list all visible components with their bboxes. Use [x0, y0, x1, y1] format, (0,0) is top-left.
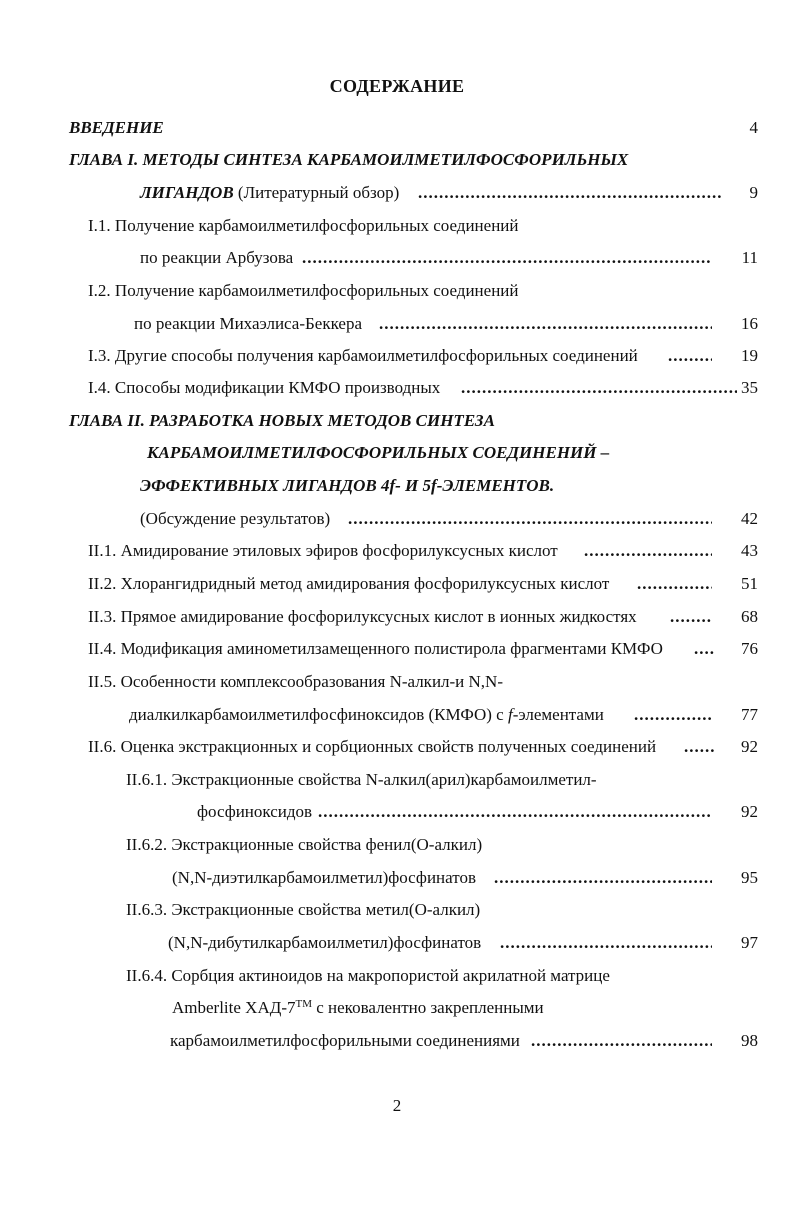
toc-leader-dots: [634, 703, 712, 727]
toc-entry-1-3[interactable]: [0, 344, 794, 368]
toc-page-number: 9: [749, 183, 758, 202]
toc-label: ВВЕДЕНИЕ: [69, 118, 164, 137]
toc-leader-dots: [318, 800, 712, 824]
toc-page-number: 11: [741, 248, 758, 267]
toc-label: II.6. Оценка экстракционных и сорбционных свойств полученных соединений: [88, 737, 657, 756]
toc-label: ГЛАВА I. МЕТОДЫ СИНТЕЗА КАРБАМОИЛМЕТИЛФОСФОРИЛЬНЫХ: [69, 150, 629, 169]
toc-leader-dots: [670, 605, 712, 629]
toc-entry-chapter-2[interactable]: [0, 409, 794, 433]
toc-entry-2-4[interactable]: [0, 637, 794, 661]
toc-page-number: 76: [741, 639, 758, 658]
toc-entry-chapter-2-cont[interactable]: [0, 507, 794, 531]
toc-entry-2-6-3-cont[interactable]: [0, 931, 794, 955]
toc-label: II.4. Модификация аминометилзамещенного полистирола фрагментами КМФО: [88, 639, 663, 658]
toc-entry-2-5[interactable]: [0, 670, 794, 694]
toc-entry-2-1[interactable]: [0, 539, 794, 563]
toc-page-number: 97: [741, 933, 758, 952]
toc-label: [140, 181, 399, 205]
toc-label: по реакции Арбузова: [140, 248, 294, 267]
toc-entry-2-6-2[interactable]: [0, 833, 794, 857]
toc-entry-1-1[interactable]: [0, 214, 794, 238]
toc-page-number: 92: [741, 802, 758, 821]
toc-label-end: с нековалентно закрепленными: [311, 998, 544, 1017]
toc-label: I.3. Другие способы получения карбамоилметилфосфорильных соединений: [88, 346, 638, 365]
toc-page-number: 95: [741, 868, 758, 887]
toc-label-plain: (Литературный обзор): [233, 183, 400, 202]
toc-leader-dots: [684, 735, 714, 759]
toc-page-number: 51: [741, 574, 758, 593]
toc-label: ГЛАВА II. РАЗРАБОТКА НОВЫХ МЕТОДОВ СИНТЕЗА: [69, 411, 495, 430]
toc-leader-dots: [668, 344, 712, 368]
toc-page-number: 35: [741, 378, 758, 397]
toc-page-number: 43: [741, 541, 758, 560]
trademark-superscript: TM: [295, 998, 312, 1010]
toc-entry-chapter-2-cont[interactable]: [0, 441, 794, 465]
toc-leader-dots: [531, 1029, 712, 1053]
toc-page-number: 4: [749, 118, 758, 137]
toc-leader-dots: [302, 246, 712, 270]
toc-label: II.1. Амидирование этиловых эфиров фосфорилуксусных кислот: [88, 541, 558, 560]
toc-page-number: 92: [741, 737, 758, 756]
toc-label-italic: f: [507, 705, 513, 724]
toc-leader-dots: [637, 572, 712, 596]
toc-label: (Обсуждение результатов): [140, 509, 331, 528]
toc-entry-1-1-cont[interactable]: [0, 246, 794, 270]
toc-entry-chapter-2-cont[interactable]: [0, 474, 794, 498]
toc-label-text: диалкилкарбамоилметилфосфиноксидов (КМФО) с: [129, 705, 508, 724]
toc-leader-dots: [348, 507, 712, 531]
toc-leader-dots: [379, 312, 712, 336]
toc-leader-dots: [461, 376, 737, 400]
page-number: 2: [392, 1096, 402, 1115]
toc-label: фосфиноксидов: [197, 802, 313, 821]
toc-entry-2-6-2-cont[interactable]: [0, 866, 794, 890]
toc-label: карбамоилметилфосфорильными соединениями: [170, 1031, 520, 1050]
page-title: СОДЕРЖАНИЕ: [329, 76, 465, 96]
toc-label: II.6.1. Экстракционные свойства N-алкил(арил)карбамоилметил-: [126, 770, 597, 789]
toc-leader-dots: [694, 637, 714, 661]
toc-entry-intro[interactable]: [0, 116, 794, 140]
toc-label: (N,N-дибутилкарбамоилметил)фосфинатов: [168, 933, 482, 952]
toc-page-number: 42: [741, 509, 758, 528]
toc-page-number: 98: [741, 1031, 758, 1050]
toc-leader-dots: [418, 181, 723, 205]
toc-entry-2-6-1[interactable]: [0, 768, 794, 792]
toc-page-number: 16: [741, 314, 758, 333]
toc-entry-2-6[interactable]: [0, 735, 794, 759]
toc-entry-2-6-3[interactable]: [0, 898, 794, 922]
toc-entry-2-3[interactable]: [0, 605, 794, 629]
toc-label: [129, 703, 604, 727]
toc-label: II.6.3. Экстракционные свойства метил(О-алкил): [126, 900, 481, 919]
toc-label: II.2. Хлорангидридный метод амидирования фосфорилуксусных кислот: [88, 574, 610, 593]
toc-label-bold: ЛИГАНДОВ: [140, 183, 234, 202]
toc-page-number: 19: [741, 346, 758, 365]
toc-entry-2-6-1-cont[interactable]: [0, 800, 794, 824]
toc-label: II.6.2. Экстракционные свойства фенил(О-алкил): [126, 835, 483, 854]
toc-entry-chapter-1[interactable]: [0, 148, 794, 172]
toc-label: ЭФФЕКТИВНЫХ ЛИГАНДОВ 4f- И 5f-ЭЛЕМЕНТОВ.: [140, 476, 555, 495]
toc-label: I.1. Получение карбамоилметилфосфорильных соединений: [88, 216, 519, 235]
toc-label: [172, 996, 544, 1020]
toc-page-number: 77: [741, 705, 758, 724]
toc-entry-2-5-cont[interactable]: [0, 703, 794, 727]
toc-label: (N,N-диэтилкарбамоилметил)фосфинатов: [172, 868, 476, 887]
toc-label: по реакции Михаэлиса-Беккера: [134, 314, 363, 333]
toc-entry-1-2[interactable]: [0, 279, 794, 303]
toc-entry-2-2[interactable]: [0, 572, 794, 596]
toc-entry-1-4[interactable]: [0, 376, 794, 400]
toc-label: I.4. Способы модификации КМФО производных: [88, 378, 441, 397]
toc-label: II.6.4. Сорбция актиноидов на макропористой акрилатной матрице: [126, 966, 610, 985]
toc-leader-dots: [494, 866, 712, 890]
toc-label: II.5. Особенности комплексообразования N-алкил-и N,N-: [88, 672, 503, 691]
toc-label-end: -элементами: [512, 705, 604, 724]
toc-entry-1-2-cont[interactable]: [0, 312, 794, 336]
toc-entry-2-6-4[interactable]: [0, 964, 794, 988]
toc-label: I.2. Получение карбамоилметилфосфорильных соединений: [88, 281, 519, 300]
toc-entry-2-6-4-cont[interactable]: [0, 996, 794, 1020]
toc-label-text: Amberlite XАД-7: [172, 998, 296, 1017]
toc-leader-dots: [500, 931, 712, 955]
toc-entry-chapter-1-cont[interactable]: [0, 181, 794, 205]
toc-entry-2-6-4-cont[interactable]: [0, 1029, 794, 1053]
toc-page-number: 68: [741, 607, 758, 626]
toc-leader-dots: [584, 539, 712, 563]
toc-label: II.3. Прямое амидирование фосфорилуксусных кислот в ионных жидкостях: [88, 607, 637, 626]
toc-label: КАРБАМОИЛМЕТИЛФОСФОРИЛЬНЫХ СОЕДИНЕНИЙ –: [147, 443, 610, 462]
